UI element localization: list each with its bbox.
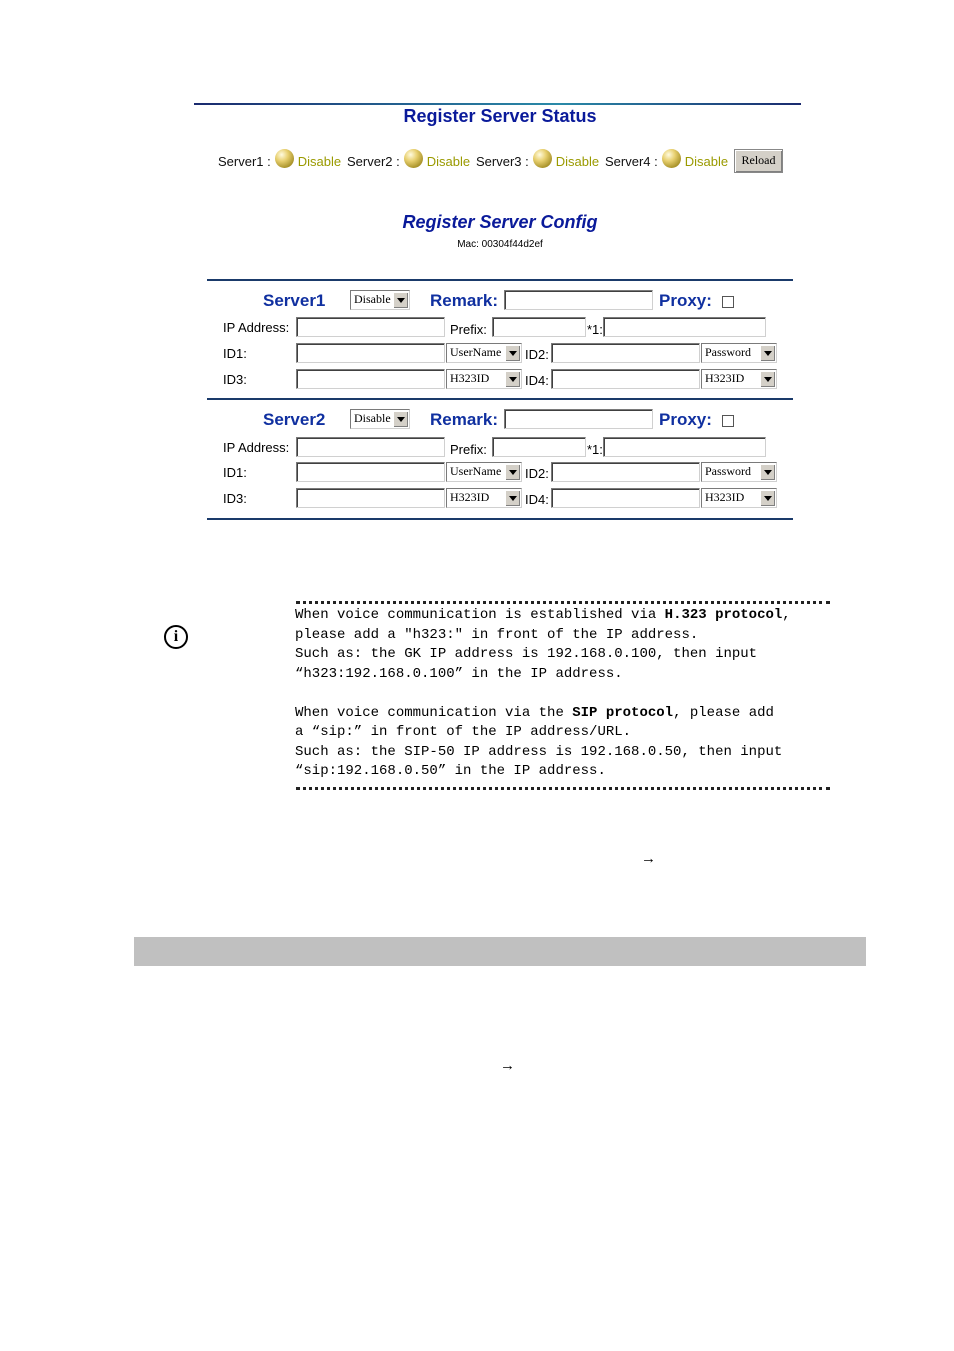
server1-id3-type-select[interactable] (446, 369, 522, 389)
server-status-state: Disable (297, 154, 342, 169)
ip-address-label: IP Address: (223, 440, 290, 455)
status-ball-icon (275, 149, 294, 168)
select-value: Disable (354, 292, 391, 306)
note-divider (296, 787, 830, 790)
server1-star-input[interactable] (603, 317, 766, 337)
chevron-down-icon (760, 490, 775, 506)
server-status-label: Server2 : (347, 154, 400, 169)
server-status-state: Disable (555, 154, 600, 169)
id1-label: ID1: (223, 346, 247, 361)
star-label: *1: (587, 442, 603, 457)
note-line: When voice communication via the (295, 704, 573, 721)
select-value: UserName (450, 345, 502, 359)
remark-label: Remark: (430, 410, 499, 429)
server4-status (605, 152, 728, 171)
id4-label: ID4: (525, 373, 549, 388)
remark-label: Remark: (430, 291, 499, 310)
server1-mode-select[interactable] (350, 290, 410, 310)
server2-id1-input[interactable] (296, 462, 445, 482)
config-rule (207, 518, 793, 520)
proxy-label: Proxy: (659, 410, 712, 429)
server-status-state: Disable (684, 154, 729, 169)
note-line: When voice communication is established via (295, 607, 665, 623)
id1-label: ID1: (223, 465, 247, 480)
note-line: “sip:192.168.0.50” in the IP address. (295, 763, 606, 779)
note-line: Such as: the GK IP address is 192.168.0.100, then input (295, 646, 758, 662)
server1-id1-type-select[interactable] (446, 343, 522, 363)
select-value: Disable (354, 411, 391, 425)
server2-title: Server2 (263, 410, 326, 429)
config-rule (207, 398, 793, 400)
id4-label: ID4: (525, 492, 549, 507)
config-rule (207, 279, 793, 281)
select-value: Password (705, 464, 752, 478)
note-line: , please add (673, 704, 774, 721)
server2-status (347, 152, 470, 171)
server1-id4-type-select[interactable] (701, 369, 777, 389)
server1-id1-input[interactable] (296, 343, 445, 363)
note-line: , (782, 607, 791, 623)
section-bar (134, 937, 866, 966)
mac-address: Mac: 00304f44d2ef (457, 239, 543, 250)
server1-id3-input[interactable] (296, 369, 445, 389)
ip-address-label: IP Address: (223, 320, 290, 335)
select-value: H323ID (705, 371, 745, 385)
server1-id2-input[interactable] (551, 343, 700, 363)
chevron-down-icon (393, 292, 408, 308)
server2-id3-input[interactable] (296, 488, 445, 508)
server1-id2-type-select[interactable] (701, 343, 777, 363)
server1-status (218, 152, 341, 171)
status-ball-icon (533, 149, 552, 168)
note-line: please add a "h323:" in front of the IP address. (295, 626, 699, 643)
note-text (295, 606, 835, 782)
server1-proxy-checkbox[interactable] (722, 296, 734, 308)
chevron-down-icon (505, 345, 520, 361)
note-line: Such as: the SIP-50 IP address is 192.168.0.50, then input (295, 743, 783, 760)
chevron-down-icon (760, 464, 775, 480)
select-value: H323ID (450, 371, 490, 385)
server2-prefix-input[interactable] (492, 437, 586, 457)
select-value: Password (705, 345, 752, 359)
id2-label: ID2: (525, 466, 549, 481)
id3-label: ID3: (223, 491, 247, 506)
note-emphasis: SIP protocol (572, 704, 674, 721)
id2-label: ID2: (525, 347, 549, 362)
select-value: H323ID (705, 490, 745, 504)
header-rule (194, 103, 801, 105)
note-line: “h323:192.168.0.100” in the IP address. (295, 665, 623, 682)
server2-star-input[interactable] (603, 437, 766, 457)
server2-remark-input[interactable] (504, 409, 653, 429)
server1-remark-input[interactable] (504, 290, 653, 310)
server-status-label: Server4 : (605, 154, 658, 169)
chevron-down-icon (505, 464, 520, 480)
status-ball-icon (404, 149, 423, 168)
info-circle-icon: i (164, 625, 188, 649)
note-divider (296, 601, 830, 604)
prefix-label: Prefix: (450, 442, 487, 457)
select-value: H323ID (450, 490, 490, 504)
reload-button[interactable]: Reload (734, 149, 783, 173)
server2-id4-input[interactable] (551, 488, 700, 508)
server3-status (476, 152, 599, 171)
chevron-down-icon (505, 490, 520, 506)
server2-id4-type-select[interactable] (701, 488, 777, 508)
server1-ip-input[interactable] (296, 317, 445, 337)
server2-ip-input[interactable] (296, 437, 445, 457)
note-line: a “sip:” in front of the IP address/URL. (295, 724, 632, 740)
star-label: *1: (587, 322, 603, 337)
server2-id2-input[interactable] (551, 462, 700, 482)
server-status-label: Server1 : (218, 154, 271, 169)
arrow-right-icon: → (641, 850, 656, 867)
server1-id4-input[interactable] (551, 369, 700, 389)
chevron-down-icon (393, 411, 408, 427)
chevron-down-icon (760, 371, 775, 387)
server2-mode-select[interactable] (350, 409, 410, 429)
status-title: Register Server Status (403, 106, 597, 126)
server-status-label: Server3 : (476, 154, 529, 169)
proxy-label: Proxy: (659, 291, 712, 310)
server2-id3-type-select[interactable] (446, 488, 522, 508)
server2-id2-type-select[interactable] (701, 462, 777, 482)
config-title: Register Server Config (402, 212, 598, 232)
chevron-down-icon (505, 371, 520, 387)
server2-id1-type-select[interactable] (446, 462, 522, 482)
chevron-down-icon (760, 345, 775, 361)
server1-title: Server1 (263, 291, 326, 310)
server1-prefix-input[interactable] (492, 317, 586, 337)
id3-label: ID3: (223, 372, 247, 387)
arrow-right-icon: → (500, 1057, 515, 1074)
note-emphasis: H.323 protocol (664, 607, 783, 623)
status-ball-icon (662, 149, 681, 168)
server-status-state: Disable (426, 154, 471, 169)
prefix-label: Prefix: (450, 322, 487, 337)
server2-proxy-checkbox[interactable] (722, 415, 734, 427)
select-value: UserName (450, 464, 502, 478)
